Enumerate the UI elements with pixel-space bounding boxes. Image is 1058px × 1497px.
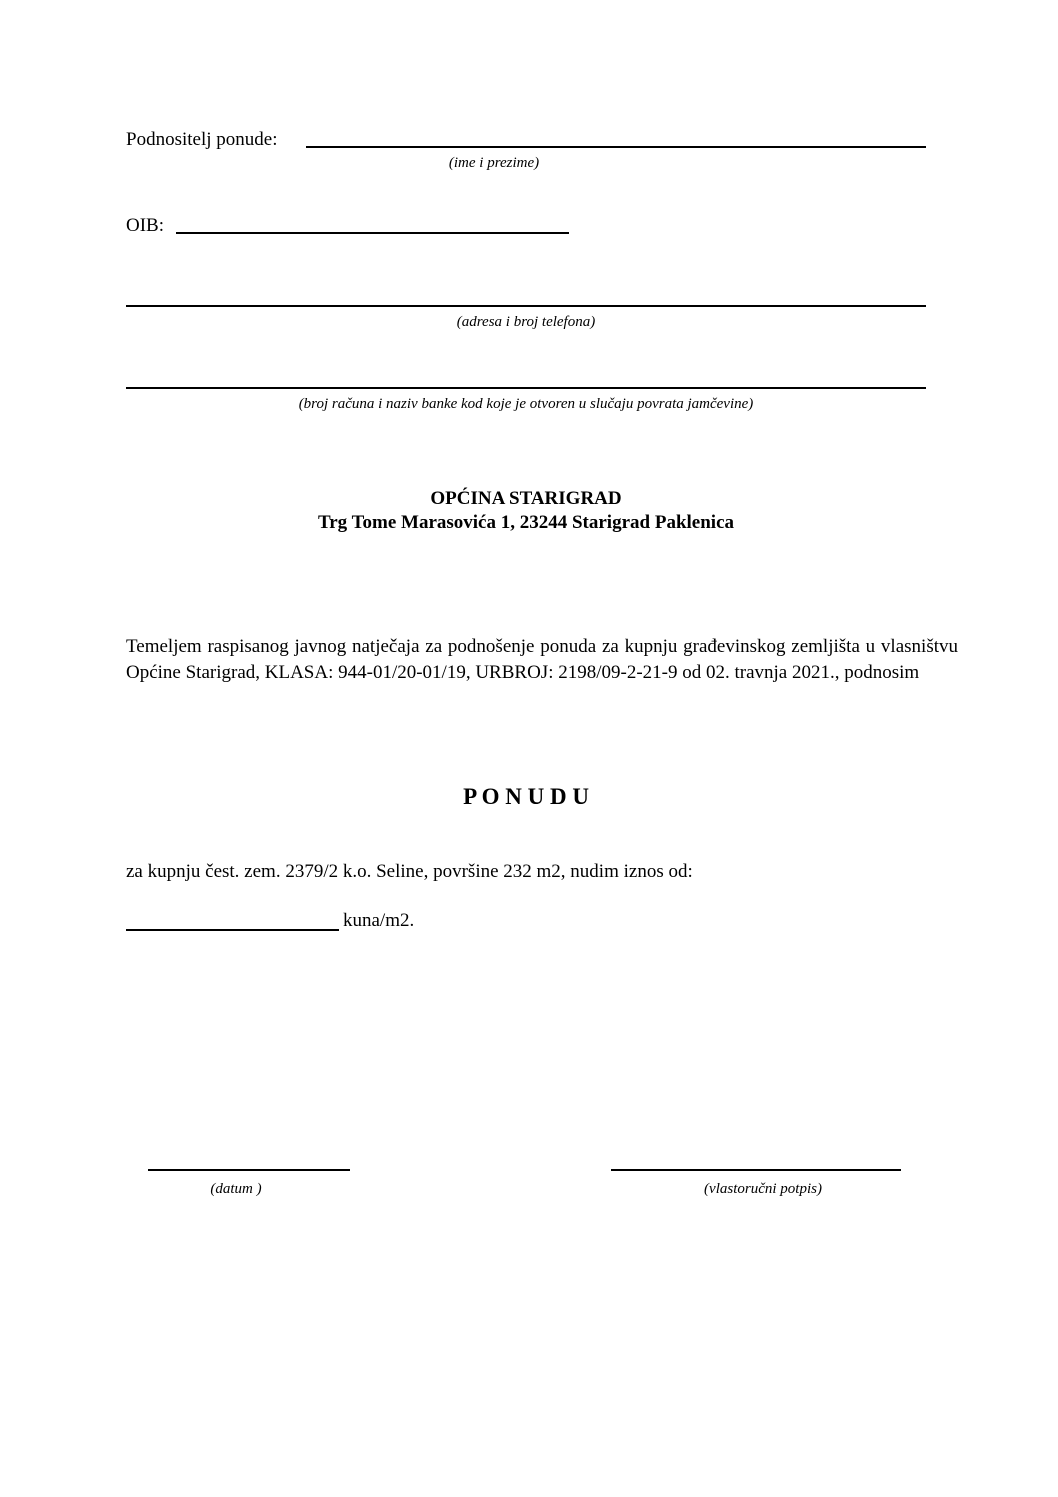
oib-line[interactable] [176, 232, 569, 234]
date-line[interactable] [148, 1169, 350, 1171]
bank-line[interactable] [126, 387, 926, 389]
signature-line[interactable] [611, 1169, 901, 1171]
name-caption: (ime i prezime) [448, 155, 540, 171]
applicant-name-line[interactable] [306, 146, 926, 148]
date-caption: (datum ) [210, 1181, 262, 1197]
recipient-address: Trg Tome Marasovića 1, 23244 Starigrad Paklenica [317, 512, 735, 533]
oib-label: OIB: [126, 215, 164, 236]
offer-text: za kupnju čest. zem. 2379/2 k.o. Seline, površine 232 m2, nudim iznos od: [126, 861, 693, 882]
recipient-name: OPĆINA STARIGRAD [430, 488, 622, 509]
intro-paragraph: Temeljem raspisanog javnog natječaja za podnošenje ponuda za kupnju građevinskog zemljišta u vlasništvu Općine Starigrad, KLASA: 944-01/20-01/19, URBROJ: 2198/09-2-21-9 od 02. travnja 2021., podnosim [126, 636, 958, 683]
amount-line[interactable] [126, 929, 339, 931]
bank-caption: (broj računa i naziv banke kod koje je otvoren u slučaju povrata jamčevine) [298, 396, 754, 412]
offer-title: P O N U D U [463, 784, 589, 809]
address-caption: (adresa i broj telefona) [456, 314, 596, 330]
address-line[interactable] [126, 305, 926, 307]
applicant-label: Podnositelj ponude: [126, 129, 278, 150]
amount-unit: kuna/m2. [343, 910, 415, 931]
signature-caption: (vlastoručni potpis) [704, 1181, 822, 1197]
